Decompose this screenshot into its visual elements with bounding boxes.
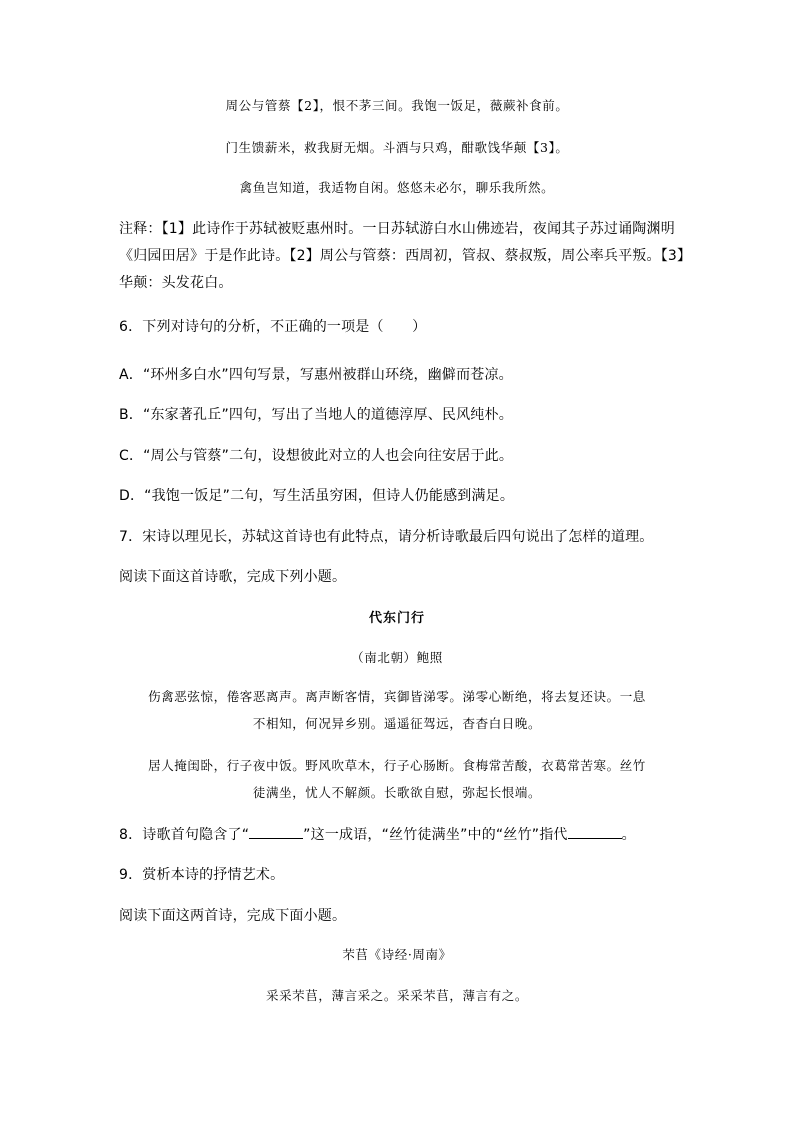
question-8-part-2: ”这一成语，“丝竹徒满坐”中的“丝竹”指代 [303, 827, 568, 843]
poem1-line-1: 周公与管蔡【2】，恨不茅三间。我饱一饭足，薇蕨补食前。 [225, 98, 569, 113]
question-6-option-b: B．“东家著孔丘”四句，写出了当地人的道德淳厚、民风纯朴。 [119, 407, 513, 423]
poem2-author: （南北朝）鲍照 [351, 650, 443, 665]
answer-blank-1 [249, 826, 303, 839]
section-intro-3: 阅读下面这两首诗，完成下面小题。 [119, 908, 347, 924]
question-8 [119, 824, 636, 844]
question-6-stem: 6．下列对诗句的分析，不正确的一项是（ ） [119, 319, 427, 335]
poem2-line-2: 不相知，何况异乡别。遥遥征驾远，杳杳白日晚。 [252, 716, 542, 731]
question-6-option-a: A．“环州多白水”四句写景，写惠州被群山环绕，幽僻而苍凉。 [119, 367, 513, 383]
poem2-title: 代东门行 [368, 611, 425, 626]
poem2-line-3: 居人掩闺卧，行子夜中饭。野风吹草木，行子心肠断。食梅常苦酸，衣葛常苦寒。丝竹 [148, 758, 646, 773]
question-8-part-1: 8．诗歌首句隐含了“ [119, 827, 250, 843]
section-intro-2: 阅读下面这首诗歌，完成下列小题。 [119, 569, 347, 585]
poem1-line-2: 门生馈薪米，救我厨无烟。斗酒与只鸡，酣歌饯华颠【3】。 [225, 140, 569, 155]
question-6-option-c: C．“周公与管蔡”二句，设想彼此对立的人也会向往安居于此。 [119, 448, 514, 464]
poem3-title: 芣苢《诗经·周南》 [342, 947, 452, 962]
notes-line-3: 华颠：头发花白。 [119, 275, 233, 291]
question-7: 7．宋诗以理见长，苏轼这首诗也有此特点，请分析诗歌最后四句说出了怎样的道理。 [119, 529, 654, 545]
poem1-line-3: 禽鱼岂知道，我适物自闲。悠悠未必尔，聊乐我所然。 [239, 180, 555, 195]
poem3-line-1: 采采芣苢，薄言采之。采采芣苢，薄言有之。 [265, 988, 528, 1003]
poem2-line-4: 徒满坐，忧人不解颜。长歌欲自慰，弥起长恨端。 [252, 785, 542, 800]
question-9: 9．赏析本诗的抒情艺术。 [119, 867, 285, 883]
question-8-part-3: 。 [621, 827, 636, 843]
poem2-line-1: 伤禽恶弦惊，倦客恶离声。离声断客情，宾御皆涕零。涕零心断绝，将去复还诀。一息 [148, 689, 646, 704]
notes-line-1: 注释：【1】此诗作于苏轼被贬惠州时。一日苏轼游白水山佛迹岩，夜闻其子苏过诵陶渊明 [119, 221, 675, 237]
question-6-option-d: D．“我饱一饭足”二句，写生活虽穷困，但诗人仍能感到满足。 [119, 488, 515, 504]
answer-blank-2 [568, 826, 622, 839]
notes-line-2: 《归园田居》于是作此诗。【2】周公与管蔡：西周初，管叔、蔡叔叛，周公率兵平叛。【3】 [119, 248, 692, 264]
